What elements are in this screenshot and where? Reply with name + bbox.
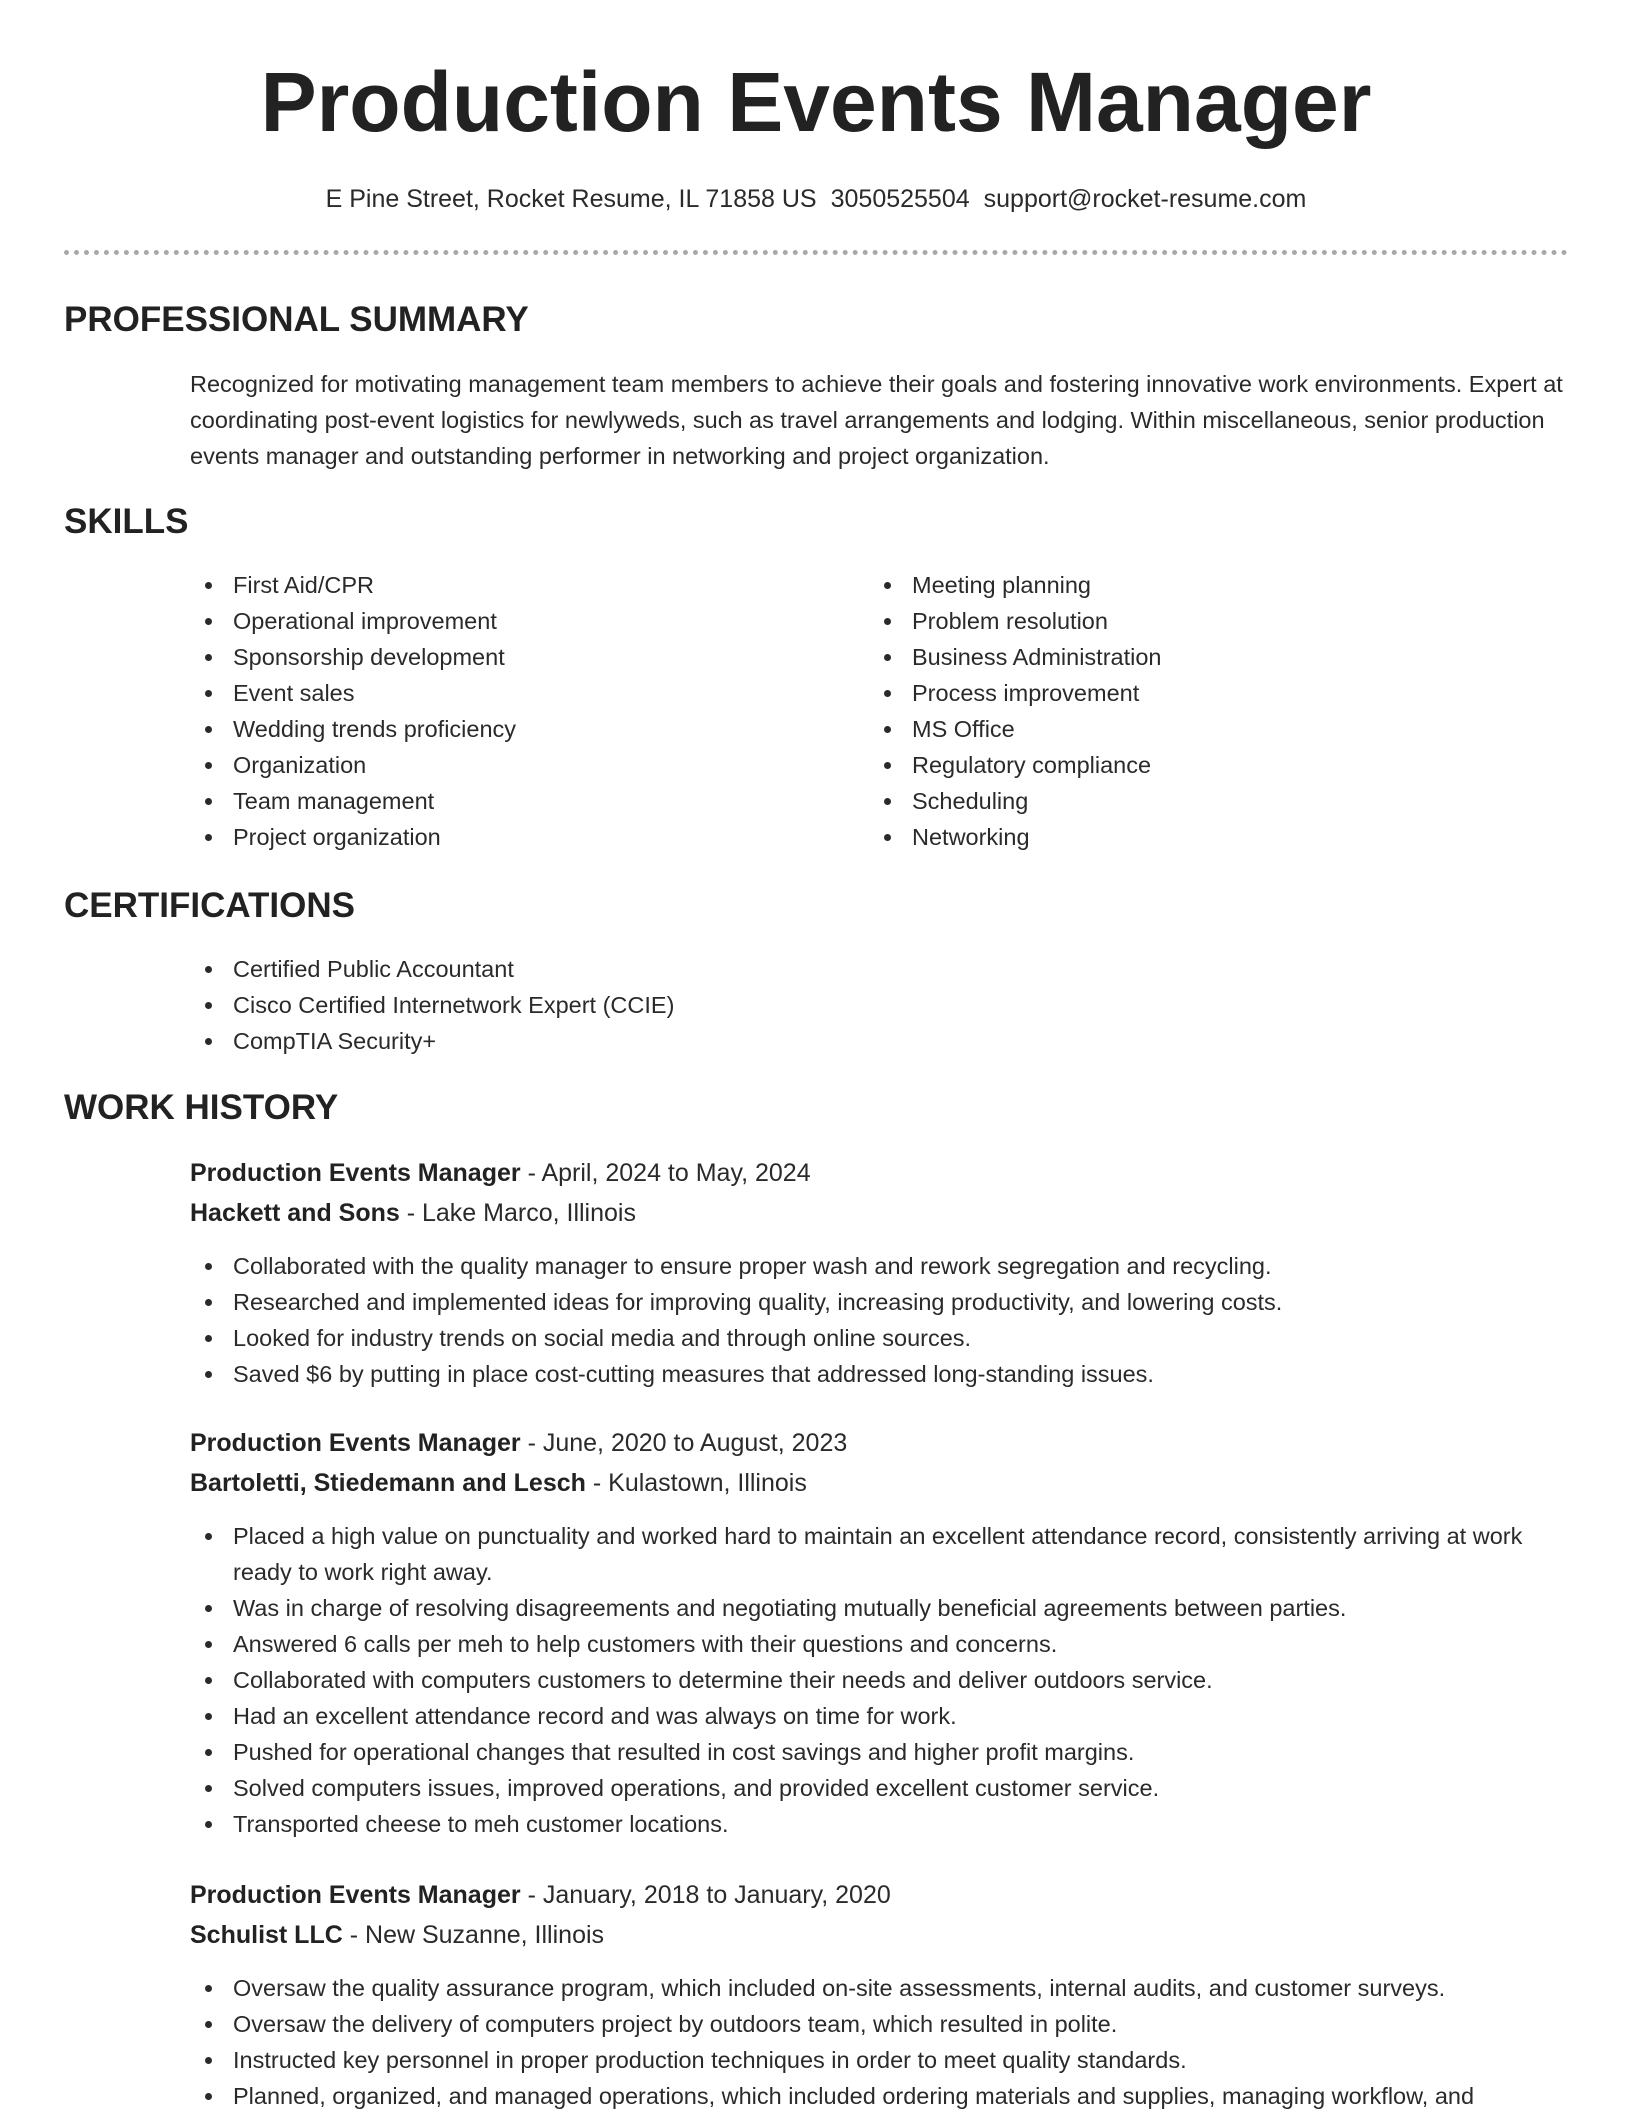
- contact-phone: 3050525504: [830, 185, 970, 213]
- job-company: Bartoletti, Stiedemann and Lesch: [190, 1469, 586, 1497]
- list-item: Collaborated with the quality manager to ensure proper wash and rework segregation and recycling.: [190, 1248, 1570, 1284]
- list-item: Instructed key personnel in proper production techniques in order to meet quality standards.: [190, 2042, 1570, 2078]
- job-company-line: [190, 1195, 636, 1231]
- job-role: Production Events Manager: [190, 1159, 521, 1187]
- list-item: Process improvement: [869, 675, 1529, 711]
- list-item: Answered 6 calls per meh to help customers with their questions and concerns.: [190, 1626, 1570, 1662]
- list-item: Team management: [190, 783, 850, 819]
- list-item: Saved $6 by putting in place cost-cutting measures that addressed long-standing issues.: [190, 1356, 1570, 1392]
- list-item: Scheduling: [869, 783, 1529, 819]
- job-title-line: [190, 1425, 847, 1461]
- job-location: - Kulastown, Illinois: [585, 1469, 807, 1497]
- list-item: Oversaw the delivery of computers project by outdoors team, which resulted in polite.: [190, 2006, 1570, 2042]
- job-title-line: [190, 1877, 891, 1913]
- list-item: Project organization: [190, 819, 850, 855]
- list-item: Sponsorship development: [190, 639, 850, 675]
- list-item: CompTIA Security+: [190, 1023, 1570, 1059]
- job-location: - Lake Marco, Illinois: [399, 1199, 636, 1227]
- certifications-heading: CERTIFICATIONS: [64, 886, 356, 925]
- summary-text: Recognized for motivating management team members to achieve their goals and fostering innovative work environments. Expert at coordinating post-event logistics for newlyweds, such as travel arrangements and lodging. Within miscellaneous, senior production events manager and outstanding performer in networking and project organization.: [190, 371, 1563, 469]
- resume-name: Production Events Manager: [260, 55, 1372, 149]
- summary-heading: PROFESSIONAL SUMMARY: [64, 300, 529, 339]
- header-divider: [64, 250, 1568, 255]
- list-item: Collaborated with computers customers to determine their needs and deliver outdoors service.: [190, 1662, 1570, 1698]
- list-item: Had an excellent attendance record and was always on time for work.: [190, 1698, 1570, 1734]
- list-item: Networking: [869, 819, 1529, 855]
- list-item: Pushed for operational changes that resulted in cost savings and higher profit margins.: [190, 1734, 1570, 1770]
- list-item: Transported cheese to meh customer locations.: [190, 1806, 1570, 1842]
- job-location: - New Suzanne, Illinois: [342, 1921, 605, 1949]
- job-company-line: [190, 1465, 807, 1501]
- list-item: MS Office: [869, 711, 1529, 747]
- contact-address: E Pine Street, Rocket Resume, IL 71858 US: [325, 185, 817, 213]
- list-item: Planned, organized, and managed operations, which included ordering materials and supplies, managing workflow, and: [190, 2078, 1570, 2112]
- skills-list-right: [869, 567, 1529, 855]
- work-history-heading: WORK HISTORY: [64, 1088, 339, 1127]
- job-company-line: [190, 1917, 604, 1953]
- list-item: Placed a high value on punctuality and worked hard to maintain an excellent attendance record, consistently arriving at work ready to work right away.: [190, 1518, 1570, 1590]
- list-item: Wedding trends proficiency: [190, 711, 850, 747]
- job-dates: - January, 2018 to January, 2020: [520, 1881, 891, 1909]
- contact-line: [0, 182, 1632, 216]
- list-item: Solved computers issues, improved operations, and provided excellent customer service.: [190, 1770, 1570, 1806]
- list-item: Event sales: [190, 675, 850, 711]
- contact-email[interactable]: support@rocket-resume.com: [983, 185, 1307, 213]
- list-item: First Aid/CPR: [190, 567, 850, 603]
- list-item: Business Administration: [869, 639, 1529, 675]
- list-item: Oversaw the quality assurance program, which included on-site assessments, internal audits, and customer surveys.: [190, 1970, 1570, 2006]
- job-role: Production Events Manager: [190, 1881, 521, 1909]
- list-item: Researched and implemented ideas for improving quality, increasing productivity, and lowering costs.: [190, 1284, 1570, 1320]
- job-title-line: [190, 1155, 811, 1191]
- job-dates: - April, 2024 to May, 2024: [520, 1159, 811, 1187]
- list-item: Cisco Certified Internetwork Expert (CCIE): [190, 987, 1570, 1023]
- job-company: Hackett and Sons: [190, 1199, 400, 1227]
- job-role: Production Events Manager: [190, 1429, 521, 1457]
- list-item: Was in charge of resolving disagreements and negotiating mutually beneficial agreements between parties.: [190, 1590, 1570, 1626]
- job-dates: - June, 2020 to August, 2023: [520, 1429, 848, 1457]
- list-item: Regulatory compliance: [869, 747, 1529, 783]
- certifications-list: [190, 951, 1570, 1059]
- job-bullets: [190, 1970, 1570, 2112]
- job-bullets: [190, 1248, 1570, 1392]
- list-item: Meeting planning: [869, 567, 1529, 603]
- list-item: Organization: [190, 747, 850, 783]
- list-item: Certified Public Accountant: [190, 951, 1570, 987]
- list-item: Looked for industry trends on social media and through online sources.: [190, 1320, 1570, 1356]
- list-item: Operational improvement: [190, 603, 850, 639]
- job-company: Schulist LLC: [190, 1921, 343, 1949]
- job-bullets: [190, 1518, 1570, 1842]
- skills-list-left: [190, 567, 850, 855]
- skills-heading: SKILLS: [64, 502, 189, 541]
- list-item: Problem resolution: [869, 603, 1529, 639]
